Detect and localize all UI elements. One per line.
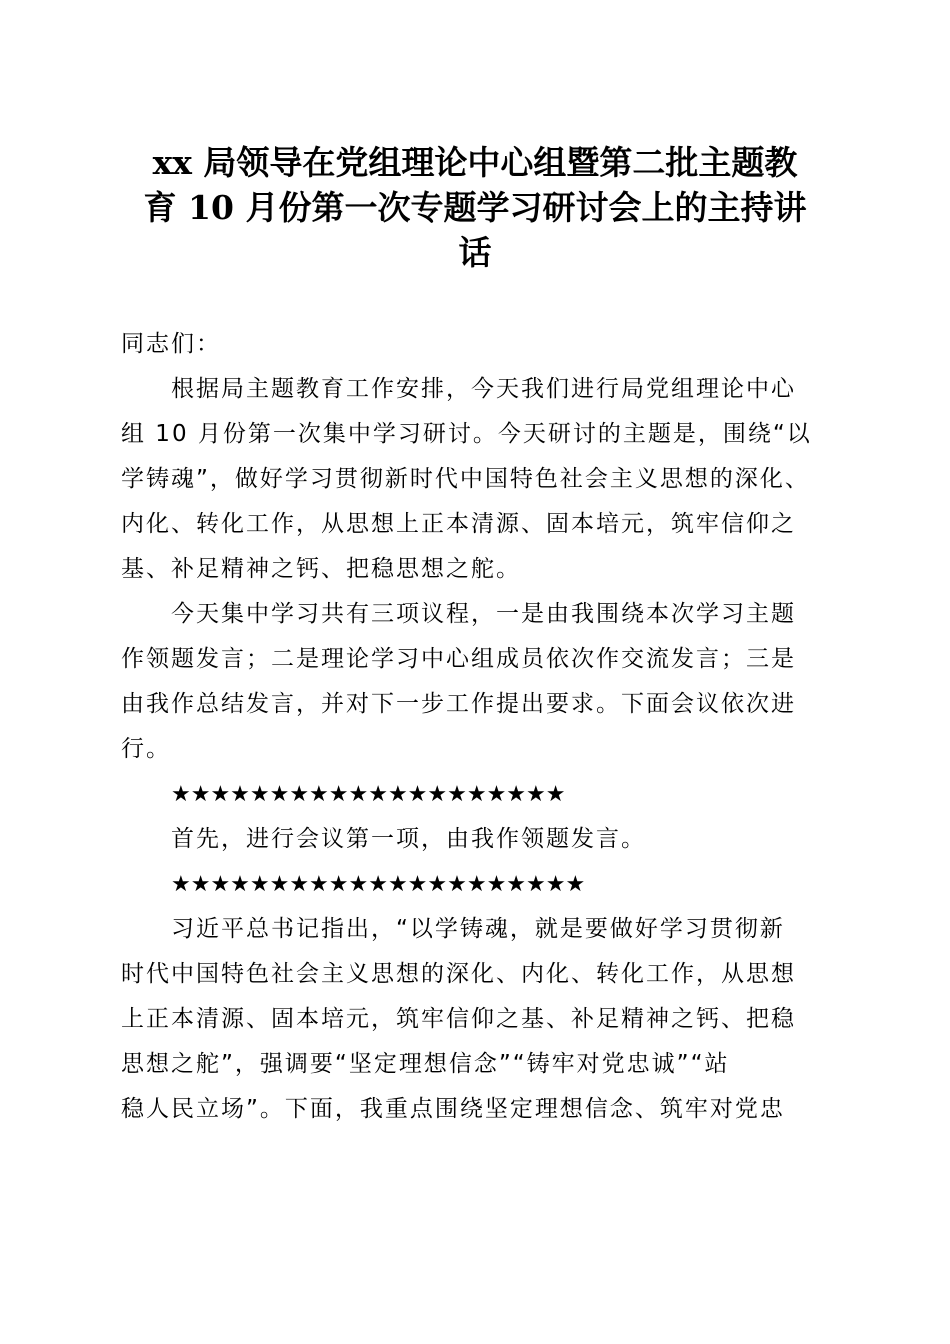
paragraph-line: 习近平总书记指出，“以学铸魂，就是要做好学习贯彻新 bbox=[171, 916, 785, 942]
paragraph-line: 稳人民立场”。下面，我重点围绕坚定理想信念、筑牢对党忠 bbox=[121, 1096, 785, 1122]
title-line: 话 bbox=[458, 233, 492, 272]
document-title bbox=[100, 140, 850, 275]
paragraph-line: 学铸魂”，做好学习贯彻新时代中国特色社会主义思想的深化、 bbox=[121, 466, 810, 492]
paragraph-line: 时代中国特色社会主义思想的深化、内化、转化工作，从思想 bbox=[121, 961, 796, 987]
paragraph-line: 组 10 月份第一次集中学习研讨。今天研讨的主题是，围绕“以 bbox=[121, 421, 812, 447]
paragraph-line: 由我作总结发言，并对下一步工作提出要求。下面会议依次进 bbox=[121, 691, 796, 717]
title-line: 育 10 月份第一次专题学习研讨会上的主持讲 bbox=[143, 188, 807, 227]
paragraph-line: 作领题发言；二是理论学习中心组成员依次作交流发言；三是 bbox=[121, 646, 796, 672]
document-body bbox=[121, 322, 841, 1132]
paragraph-line: 基、补足精神之钙、把稳思想之舵。 bbox=[121, 556, 521, 582]
paragraph-line: 根据局主题教育工作安排，今天我们进行局党组理论中心 bbox=[171, 376, 796, 402]
paragraph-line: 思想之舵”，强调要“坚定理想信念”“铸牢对党忠诚”“站 bbox=[121, 1051, 730, 1077]
paragraph-line: 首先，进行会议第一项，由我作领题发言。 bbox=[171, 826, 646, 852]
star-divider: ★★★★★★★★★★★★★★★★★★★★★ bbox=[171, 872, 586, 897]
paragraph-line: 行。 bbox=[121, 736, 171, 762]
paragraph-line: 今天集中学习共有三项议程，一是由我围绕本次学习主题 bbox=[171, 601, 796, 627]
salutation: 同志们： bbox=[121, 331, 221, 357]
paragraph-line: 内化、转化工作，从思想上正本清源、固本培元，筑牢信仰之 bbox=[121, 511, 796, 537]
title-line: xx 局领导在党组理论中心组暨第二批主题教 bbox=[152, 143, 798, 182]
star-divider: ★★★★★★★★★★★★★★★★★★★★ bbox=[171, 782, 566, 807]
paragraph-line: 上正本清源、固本培元，筑牢信仰之基、补足精神之钙、把稳 bbox=[121, 1006, 796, 1032]
